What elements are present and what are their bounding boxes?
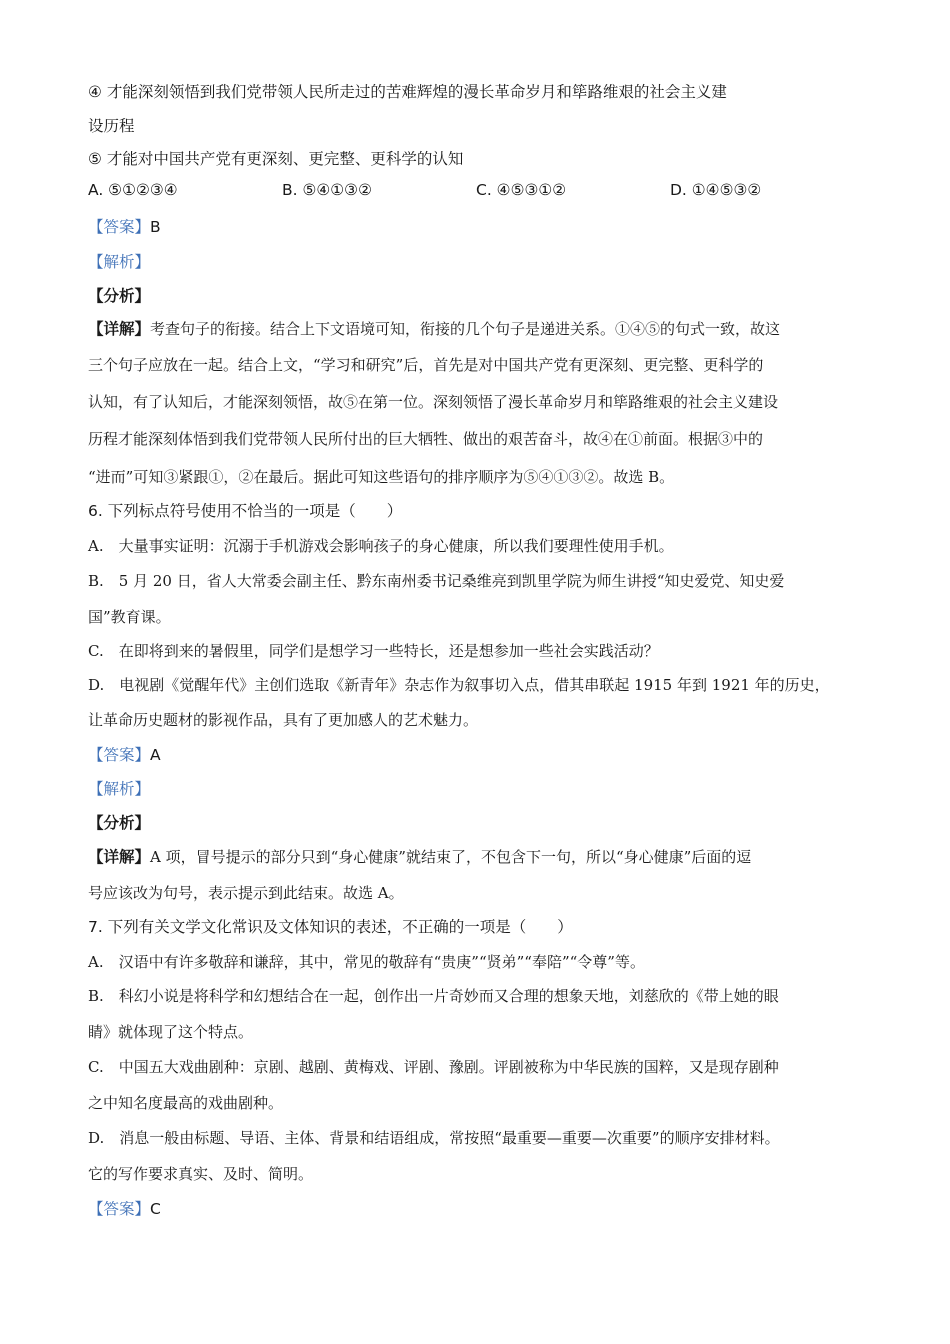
q6-option-c: C. 在即将到来的暑假里，同学们是想学习一些特长，还是想参加一些社会实践活动？: [88, 642, 659, 660]
q5-fenxi-tag: 【分析】: [88, 287, 151, 305]
answer-tag: 【答案】: [88, 746, 151, 764]
q6-option-d-line2: 让革命历史题材的影视作品，具有了更加感人的艺术魅力。: [88, 711, 479, 729]
q5-option-b: B. ⑤④①③②: [282, 181, 372, 199]
q7-option-c-line1: C. 中国五大戏曲剧种：京剧、越剧、黄梅戏、评剧、豫剧。评剧被称为中华民族的国粹，又是现存剧种: [88, 1058, 779, 1076]
q5-option-d: D. ①④⑤③②: [670, 181, 762, 199]
q7-option-d-line1: D. 消息一般由标题、导语、主体、背景和结语组成，常按照“最重要—重要—次重要”的顺序安排材料。: [88, 1129, 780, 1147]
q7-option-c-line2: 之中知名度最高的戏曲剧种。: [88, 1094, 284, 1112]
q7-answer: [88, 1197, 161, 1219]
q6-option-a: A. 大量事实证明：沉溺于手机游戏会影响孩子的身心健康，所以我们要理性使用手机。: [88, 537, 674, 555]
q5-analysis-tag: 【解析】: [88, 253, 151, 271]
q6-option-b-line2: 国”教育课。: [88, 608, 171, 626]
q5-option-a: A. ⑤①②③④: [88, 181, 178, 199]
answer-value: B: [150, 218, 161, 236]
q5-detail-line2: 三个句子应放在一起。结合上文，“学习和研究”后，首先是对中国共产党有更深刻、更完整、更科学的: [88, 356, 764, 374]
q5-item5: ⑤ 才能对中国共产党有更深刻、更完整、更科学的认知: [88, 150, 464, 168]
answer-tag: 【答案】: [88, 218, 151, 236]
q5-detail-line4: 历程才能深刻体悟到我们党带领人民所付出的巨大牺牲、做出的艰苦奋斗，故④在①前面。根据③中的: [88, 430, 764, 448]
q7-option-b-line1: B. 科幻小说是将科学和幻想结合在一起，创作出一片奇妙而又合理的想象天地，刘慈欣的《带上她的眼: [88, 987, 779, 1005]
q5-item4-line2: 设历程: [88, 117, 135, 135]
q6-detail-line2: 号应该改为句号，表示提示到此结束。故选 A。: [88, 884, 404, 902]
q5-item4-line1: ④ 才能深刻领悟到我们党带领人民所走过的苦难辉煌的漫长革命岁月和筚路维艰的社会主义建: [88, 83, 727, 101]
detail-tag: 【详解】: [88, 848, 151, 866]
q5-answer: [88, 215, 161, 237]
q7-option-b-line2: 睛》就体现了这个特点。: [88, 1023, 254, 1041]
q6-option-b-line1: B. 5 月 20 日，省人大常委会副主任、黔东南州委书记桑维亮到凯里学院为师生讲授“知史爱党、知史爱: [88, 572, 785, 590]
q5-detail-line1: 【详解】考查句子的衔接。结合上下文语境可知，衔接的几个句子是递进关系。①④⑤的句式一致，故这: [88, 320, 781, 338]
answer-tag: 【答案】: [88, 1200, 151, 1218]
q7-stem: 7. 下列有关文学文化常识及文体知识的表述，不正确的一项是（ ）: [88, 918, 573, 936]
q5-detail-line3: 认知，有了认知后，才能深刻领悟，故⑤在第一位。深刻领悟了漫长革命岁月和筚路维艰的社会主义建设: [88, 393, 779, 411]
q6-detail-line1: 【详解】A 项，冒号提示的部分只到“身心健康”就结束了，不包含下一句，所以“身心健康”后面的逗: [88, 848, 752, 866]
q7-option-d-line2: 它的写作要求真实、及时、简明。: [88, 1165, 314, 1183]
q6-stem: 6. 下列标点符号使用不恰当的一项是（ ）: [88, 502, 403, 520]
q6-answer: [88, 743, 161, 765]
q6-analysis-tag: 【解析】: [88, 780, 151, 798]
q6-option-d-line1: D. 电视剧《觉醒年代》主创们选取《新青年》杂志作为叙事切入点，借其串联起 1915 年到 1921 年的历史，: [88, 676, 830, 694]
answer-value: A: [150, 746, 161, 764]
q5-option-c: C. ④⑤③①②: [476, 181, 567, 199]
answer-value: C: [150, 1200, 161, 1218]
detail-tag: 【详解】: [88, 320, 151, 338]
q5-detail-line5: “进而”可知③紧跟①，②在最后。据此可知这些语句的排序顺序为⑤④①③②。故选 B。: [88, 468, 675, 486]
q6-fenxi-tag: 【分析】: [88, 814, 151, 832]
q7-option-a: A. 汉语中有许多敬辞和谦辞，其中，常见的敬辞有“贵庚”“贤弟”“奉陪”“令尊”等。: [88, 953, 645, 971]
